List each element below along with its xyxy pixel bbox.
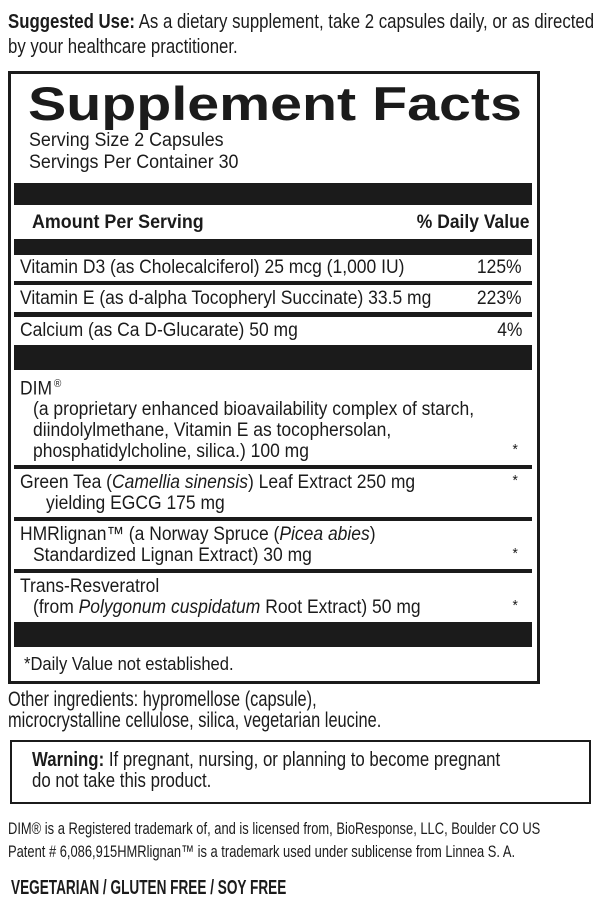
ingredient-row-hmrlignan [14,522,532,568]
separator-bar [14,622,532,647]
ingredient-line [20,545,532,566]
ingredient-text: Calcium (as Ca D-Glucarate) 50 mg [20,320,298,341]
ingredient-text: Trans-Resveratrol [20,576,160,598]
warning-label: Warning: [32,749,105,772]
ingredient-text: DIM ® [20,378,62,400]
separator-rule [14,569,532,573]
suggested-use-text [8,10,599,60]
ingredient-line [20,493,532,514]
daily-value-footnote: *Daily Value not established. [24,654,234,675]
separator-rule [14,517,532,521]
panel-title-wrap [14,74,532,130]
ingredient-row-trans-resveratrol [14,574,532,620]
ingredient-line [20,576,532,597]
ingredient-line [20,257,532,278]
suggested-use-label: Suggested Use: [8,11,135,33]
separator-rule [14,465,532,469]
servings-per-container: Servings Per Container 30 [29,152,239,173]
ingredient-row-green-tea [14,470,532,516]
ingredient-line [20,524,532,545]
legal-line1: DIM® is a Registered trademark of, and is licensed from, BioResponse, LLC, Boulder CO US [8,819,541,839]
ingredient-line [20,399,532,420]
ingredient-text: Standardized Lignan Extract) 30 mg [33,545,312,567]
daily-value-amount: * [512,472,518,490]
panel-title: Supplement Facts [28,77,522,130]
ingredient-line [20,472,532,493]
panel-rows [14,255,532,647]
daily-value-amount: * [512,441,518,459]
ingredient-row-calcium [14,318,532,343]
ingredient-text: HMRlignan™ (a Norway Spruce (Picea abies) [20,524,376,546]
daily-value-amount: 4% [496,320,522,341]
separator-rule [14,312,532,317]
ingredient-text: Green Tea (Camellia sinensis) Leaf Extract 250 mg [20,472,416,494]
ingredient-line [20,597,532,618]
supplement-facts-panel [8,71,540,684]
warning-line2: do not take this product. [32,770,212,793]
ingredient-line [20,420,532,441]
warning-text [32,750,589,792]
warning-line1: Warning: If pregnant, nursing, or planning to become pregnant [32,749,501,772]
suggested-use-body: As a dietary supplement, take 2 capsules daily, or as directed by your healthcare practitioner. [8,11,595,58]
ingredient-row-vitamin-d3 [14,255,532,280]
daily-value-amount: 125% [477,257,522,278]
daily-value-amount: * [512,597,518,615]
ingredient-text: (from Polygonum cuspidatum Root Extract) 50 mg [33,597,421,619]
warning-box [10,740,591,804]
column-header-amount: Amount Per Serving [32,212,204,233]
ingredient-text: Vitamin D3 (as Cholecalciferol) 25 mcg (1,000 IU) [20,257,405,278]
diet-claims: VEGETARIAN / GLUTEN FREE / SOY FREE [11,877,287,900]
ingredient-line [20,288,532,309]
legal-text [8,817,596,863]
other-ingredients-line2: microcrystalline cellulose, silica, vegetarian leucine. [8,709,382,733]
daily-value-amount: * [512,545,518,563]
ingredient-line [20,441,532,462]
legal-line2: Patent # 6,086,915HMRlignan™ is a trademark used under sublicense from Linnea S. A. [8,842,516,862]
serving-size: Serving Size 2 Capsules [29,130,224,151]
separator-bar [14,345,532,370]
ingredient-text: Vitamin E (as d-alpha Tocopheryl Succinate) 33.5 mg [20,288,432,309]
ingredient-text: diindolylmethane, Vitamin E as tocophersolan, [33,420,392,442]
ingredient-text: (a proprietary enhanced bioavailability complex of starch, [33,399,475,421]
ingredient-text: yielding EGCG 175 mg [46,493,225,515]
separator-rule [14,281,532,285]
separator-bar [14,239,532,255]
daily-value-amount: 223% [477,288,522,309]
other-ingredients-line1: Other ingredients: hypromellose (capsule), [8,688,317,712]
column-header-daily-value: % Daily Value [417,212,530,233]
ingredient-row-vitamin-e [14,286,532,311]
ingredient-line [20,374,532,399]
ingredient-row-dim [14,372,532,464]
other-ingredients [8,689,598,731]
column-header-row [14,205,532,239]
ingredient-text: phosphatidylcholine, silica.) 100 mg [33,441,309,463]
separator-bar [14,183,532,205]
ingredient-line [20,320,532,341]
